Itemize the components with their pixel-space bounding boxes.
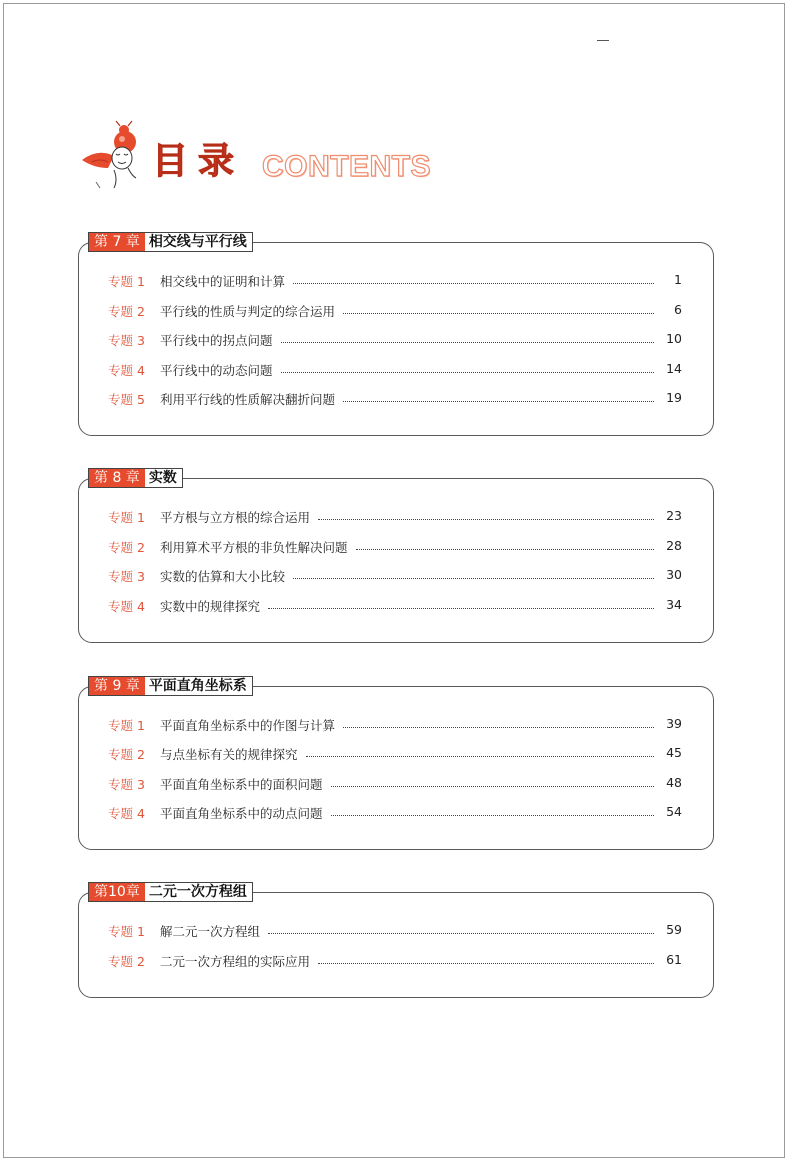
- page-number: 10: [666, 331, 682, 346]
- topic-label: 专题 4: [108, 598, 145, 614]
- leader-dots: [306, 756, 654, 757]
- topic-label: 专题 2: [108, 539, 145, 555]
- topic-title: 实数的估算和大小比较: [160, 567, 291, 585]
- leader-dots: [356, 549, 654, 550]
- topic-label: 专题 2: [108, 954, 145, 969]
- page-number: 28: [666, 537, 682, 553]
- topic-title: 平面直角坐标系中的作图与计算: [160, 716, 341, 734]
- toc-entry[interactable]: [78, 388, 714, 408]
- topic-title: 平行线的性质与判定的综合运用: [160, 302, 341, 320]
- chapter-heading: [88, 232, 253, 252]
- topic-label: 专题 3: [108, 333, 145, 348]
- page-number: 48: [666, 774, 682, 790]
- chapter-box: [78, 478, 714, 643]
- cartoon-kid-with-cape-icon: [78, 118, 156, 196]
- leader-dots: [293, 578, 654, 579]
- toc-entry[interactable]: [78, 802, 714, 822]
- topic-title: 相交线中的证明和计算: [160, 272, 291, 290]
- leader-dots: [343, 727, 654, 728]
- leader-dots: [331, 786, 654, 787]
- page-number: 14: [666, 360, 682, 376]
- chapter-section: [78, 882, 716, 1000]
- chapter-box: [78, 892, 714, 998]
- topic-label: 专题 2: [108, 303, 145, 319]
- topic-title: 平行线中的拐点问题: [160, 331, 279, 349]
- toc-entry[interactable]: [78, 329, 714, 349]
- chapter-name: 相交线与平行线: [148, 234, 247, 250]
- chapter-heading: [88, 676, 253, 696]
- topic-label: 专题 5: [108, 392, 145, 407]
- toc-entry[interactable]: [78, 714, 714, 734]
- topic-label: 专题 4: [108, 362, 145, 378]
- leader-dots: [268, 608, 654, 609]
- toc-entry[interactable]: [78, 920, 714, 940]
- toc-entry[interactable]: [78, 743, 714, 763]
- chapter-number: 第 8 章: [89, 469, 145, 487]
- toc-entry[interactable]: [78, 595, 714, 615]
- page-number: 39: [666, 716, 682, 731]
- chapter-heading: [88, 468, 183, 488]
- toc-entry[interactable]: [78, 565, 714, 585]
- topic-label: 专题 3: [108, 569, 145, 584]
- topic-title: 平方根与立方根的综合运用: [160, 508, 316, 526]
- topic-title: 二元一次方程组的实际应用: [160, 952, 316, 970]
- page-number: 45: [666, 745, 682, 761]
- chapter-name: 平面直角坐标系: [148, 678, 247, 694]
- topic-title: 平面直角坐标系中的面积问题: [160, 775, 329, 793]
- page-number: 54: [666, 803, 682, 819]
- toc-entry[interactable]: [78, 359, 714, 379]
- chapter-name: 二元一次方程组: [148, 884, 247, 900]
- leader-dots: [281, 342, 654, 343]
- toc-entry[interactable]: [78, 536, 714, 556]
- topic-label: 专题 2: [108, 747, 145, 763]
- chapter-name: 实数: [148, 470, 177, 486]
- topic-title: 与点坐标有关的规律探究: [160, 745, 304, 763]
- topic-title: 利用算术平方根的非负性解决问题: [160, 538, 354, 556]
- leader-dots: [281, 372, 654, 373]
- topic-label: 专题 3: [108, 776, 145, 792]
- chapter-section: [78, 232, 716, 438]
- leader-dots: [343, 401, 654, 402]
- contents-title-en: CONTENTS: [262, 150, 431, 183]
- chapter-number: 第 7 章: [89, 233, 145, 251]
- topic-title: 平面直角坐标系中的动点问题: [160, 804, 329, 822]
- page-number: 19: [666, 390, 682, 405]
- topic-label: 专题 1: [108, 718, 145, 733]
- toc-entry[interactable]: [78, 506, 714, 526]
- topic-title: 利用平行线的性质解决翻折问题: [160, 390, 341, 408]
- topic-label: 专题 4: [108, 805, 145, 821]
- leader-dots: [318, 519, 654, 520]
- leader-dots: [331, 815, 654, 816]
- topic-label: 专题 1: [108, 510, 145, 525]
- page-number: 6: [674, 301, 682, 317]
- contents-title-cn: 目录: [152, 141, 245, 182]
- chapter-number: 第10章: [89, 883, 145, 901]
- page-number: 34: [666, 596, 682, 612]
- chapter-section: [78, 468, 716, 645]
- toc-entry[interactable]: [78, 300, 714, 320]
- page-number: 61: [666, 952, 682, 967]
- chapter-number: 第 9 章: [89, 677, 145, 695]
- leader-dots: [318, 963, 654, 964]
- chapter-box: [78, 686, 714, 850]
- contents-header: [78, 118, 438, 198]
- topic-title: 平行线中的动态问题: [160, 361, 279, 379]
- topic-label: 专题 1: [108, 924, 145, 939]
- topic-title: 实数中的规律探究: [160, 597, 266, 615]
- page-number: 30: [666, 567, 682, 582]
- topic-title: 解二元一次方程组: [160, 922, 266, 940]
- toc-entry[interactable]: [78, 950, 714, 970]
- page-number: 23: [666, 508, 682, 523]
- leader-dots: [343, 313, 654, 314]
- page-number: 1: [674, 272, 682, 287]
- leader-dots: [293, 283, 654, 284]
- chapter-heading: [88, 882, 253, 902]
- page-number: 59: [666, 922, 682, 937]
- toc-entry[interactable]: [78, 773, 714, 793]
- topic-label: 专题 1: [108, 274, 145, 289]
- chapter-section: [78, 676, 716, 852]
- leader-dots: [268, 933, 654, 934]
- page-mark: [597, 40, 609, 41]
- toc-entry[interactable]: [78, 270, 714, 290]
